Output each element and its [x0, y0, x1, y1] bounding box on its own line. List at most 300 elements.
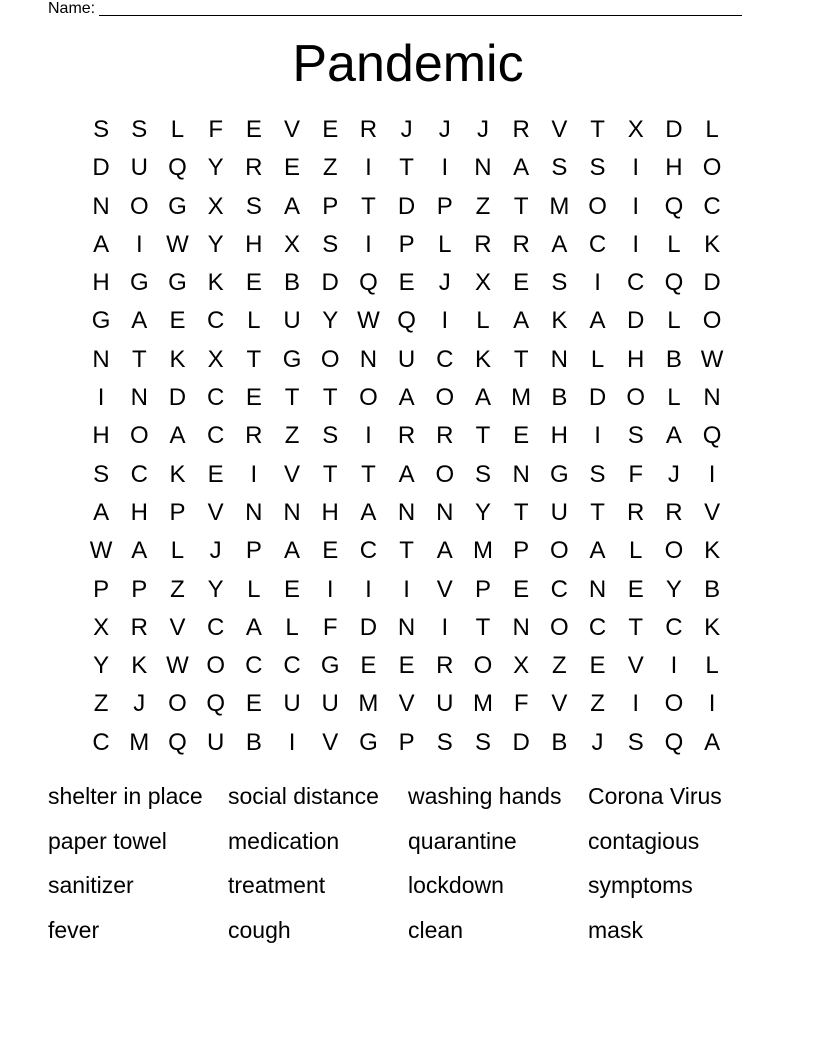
- grid-letter[interactable]: I: [326, 575, 334, 603]
- grid-letter[interactable]: O: [473, 652, 493, 680]
- grid-letter[interactable]: X: [207, 345, 224, 373]
- grid-letter[interactable]: I: [135, 230, 143, 258]
- grid-letter[interactable]: I: [708, 690, 716, 718]
- grid-letter[interactable]: H: [245, 230, 263, 258]
- word-list-item: paper towel: [48, 827, 167, 854]
- grid-letter[interactable]: C: [245, 652, 263, 680]
- grid-letter[interactable]: L: [247, 307, 261, 335]
- grid-letter[interactable]: T: [590, 116, 605, 143]
- grid-letter[interactable]: E: [589, 652, 606, 680]
- grid-letter[interactable]: A: [131, 307, 148, 335]
- grid-letter[interactable]: Y: [665, 575, 682, 603]
- grid-letter[interactable]: E: [322, 116, 339, 143]
- grid-letter[interactable]: V: [284, 460, 301, 488]
- grid-letter[interactable]: P: [474, 575, 491, 603]
- grid-letter[interactable]: L: [438, 230, 452, 258]
- grid-letter[interactable]: A: [169, 422, 186, 450]
- grid-letter[interactable]: L: [667, 230, 681, 258]
- name-label: Name:: [48, 0, 96, 17]
- grid-letter[interactable]: C: [359, 537, 378, 565]
- grid-letter[interactable]: R: [512, 116, 530, 143]
- grid-letter[interactable]: E: [245, 384, 262, 412]
- grid-letter[interactable]: A: [513, 307, 530, 335]
- grid-letter[interactable]: P: [398, 728, 415, 756]
- grid-letter[interactable]: B: [665, 345, 682, 373]
- grid-letter[interactable]: X: [284, 230, 301, 258]
- grid-letter[interactable]: S: [93, 460, 110, 488]
- grid-letter[interactable]: U: [397, 345, 416, 373]
- grid-letter[interactable]: B: [551, 728, 568, 756]
- grid-letter[interactable]: C: [130, 460, 148, 488]
- grid-letter[interactable]: S: [131, 116, 148, 143]
- grid-letter[interactable]: X: [513, 652, 530, 680]
- grid-letter[interactable]: O: [435, 384, 455, 412]
- grid-letter[interactable]: C: [206, 613, 225, 641]
- grid-letter[interactable]: P: [169, 498, 186, 526]
- grid-letter[interactable]: D: [359, 613, 378, 641]
- grid-letter[interactable]: G: [168, 269, 187, 297]
- grid-letter[interactable]: I: [441, 613, 449, 641]
- grid-letter[interactable]: S: [322, 422, 339, 450]
- grid-letter[interactable]: D: [397, 192, 416, 220]
- grid-letter[interactable]: C: [283, 652, 301, 680]
- grid-letter[interactable]: O: [702, 154, 722, 182]
- word-list-item: treatment: [228, 872, 326, 899]
- grid-letter[interactable]: E: [398, 652, 415, 680]
- grid-letter[interactable]: J: [438, 116, 451, 143]
- grid-letter[interactable]: S: [245, 192, 262, 220]
- name-blank-line[interactable]: [99, 0, 742, 16]
- grid-letter[interactable]: R: [512, 230, 530, 258]
- grid-letter[interactable]: A: [93, 230, 110, 258]
- grid-letter[interactable]: O: [129, 192, 149, 220]
- grid-letter[interactable]: T: [399, 537, 414, 565]
- grid-letter[interactable]: S: [551, 269, 568, 297]
- grid-letter[interactable]: A: [551, 230, 568, 258]
- grid-letter[interactable]: E: [207, 460, 224, 488]
- grid-letter[interactable]: S: [322, 230, 339, 258]
- grid-letter[interactable]: B: [551, 384, 568, 412]
- grid-letter[interactable]: R: [130, 613, 148, 641]
- grid-letter[interactable]: A: [93, 498, 110, 526]
- grid-letter[interactable]: K: [131, 652, 148, 680]
- grid-letter[interactable]: A: [360, 498, 377, 526]
- grid-letter[interactable]: V: [398, 690, 415, 718]
- grid-letter[interactable]: A: [284, 192, 301, 220]
- grid-letter[interactable]: T: [628, 613, 644, 641]
- grid-letter[interactable]: T: [590, 498, 605, 526]
- grid-letter[interactable]: I: [365, 422, 372, 450]
- grid-letter[interactable]: G: [168, 192, 187, 220]
- grid-letter[interactable]: N: [512, 613, 530, 641]
- grid-letter[interactable]: Y: [93, 652, 110, 680]
- grid-letter[interactable]: V: [207, 498, 224, 526]
- grid-letter[interactable]: O: [664, 690, 684, 718]
- grid-letter[interactable]: C: [206, 307, 225, 335]
- grid-letter[interactable]: R: [627, 498, 645, 526]
- grid-letter[interactable]: G: [359, 728, 378, 756]
- grid-letter[interactable]: K: [551, 307, 568, 335]
- grid-letter[interactable]: N: [588, 575, 607, 603]
- grid-letter[interactable]: R: [245, 422, 263, 450]
- grid-letter[interactable]: P: [398, 230, 415, 258]
- grid-letter[interactable]: L: [476, 307, 490, 335]
- grid-letter[interactable]: F: [513, 690, 529, 718]
- grid-letter[interactable]: H: [665, 154, 683, 182]
- grid-letter[interactable]: P: [436, 192, 453, 220]
- grid-letter[interactable]: T: [322, 384, 338, 412]
- grid-letter[interactable]: N: [474, 154, 492, 182]
- grid-letter[interactable]: E: [245, 269, 262, 297]
- grid-letter[interactable]: W: [89, 537, 113, 565]
- word-list: [48, 774, 768, 953]
- grid-letter[interactable]: N: [92, 192, 110, 220]
- grid-letter[interactable]: R: [397, 422, 416, 450]
- grid-letter[interactable]: I: [632, 690, 640, 718]
- grid-letter[interactable]: A: [398, 460, 415, 488]
- grid-letter[interactable]: O: [550, 613, 569, 641]
- grid-letter[interactable]: N: [436, 498, 454, 526]
- grid-letter[interactable]: R: [436, 652, 454, 680]
- grid-letter[interactable]: M: [549, 192, 570, 220]
- grid-letter[interactable]: K: [704, 613, 721, 641]
- grid-letter[interactable]: A: [131, 537, 148, 565]
- grid-letter[interactable]: F: [322, 613, 338, 641]
- grid-letter[interactable]: Q: [168, 728, 187, 756]
- grid-letter[interactable]: O: [206, 652, 225, 680]
- grid-letter[interactable]: Q: [359, 269, 378, 297]
- grid-letter[interactable]: C: [665, 613, 683, 641]
- grid-letter[interactable]: H: [321, 498, 339, 526]
- grid-letter[interactable]: Y: [322, 307, 339, 335]
- grid-letter[interactable]: E: [169, 307, 186, 335]
- grid-letter[interactable]: M: [129, 728, 150, 756]
- grid-letter[interactable]: D: [321, 269, 339, 297]
- grid-letter[interactable]: I: [441, 307, 449, 335]
- grid-letter[interactable]: R: [665, 498, 683, 526]
- grid-letter[interactable]: A: [665, 422, 682, 450]
- grid-letter[interactable]: A: [589, 537, 606, 565]
- grid-letter[interactable]: V: [551, 690, 568, 718]
- grid-letter[interactable]: A: [398, 384, 415, 412]
- grid-letter[interactable]: E: [322, 537, 339, 565]
- grid-letter[interactable]: V: [284, 116, 301, 143]
- grid-letter[interactable]: A: [589, 307, 606, 335]
- grid-letter[interactable]: I: [670, 652, 678, 680]
- grid-letter[interactable]: S: [551, 154, 568, 182]
- grid-letter[interactable]: N: [703, 384, 721, 412]
- grid-letter[interactable]: W: [166, 652, 189, 680]
- grid-letter[interactable]: K: [169, 345, 186, 373]
- grid-letter[interactable]: T: [399, 154, 414, 182]
- grid-letter[interactable]: T: [322, 460, 338, 488]
- grid-letter[interactable]: B: [245, 728, 262, 756]
- grid-letter[interactable]: V: [704, 498, 721, 526]
- grid-letter[interactable]: M: [472, 690, 493, 718]
- grid-letter[interactable]: U: [283, 307, 301, 335]
- grid-letter[interactable]: J: [209, 537, 222, 565]
- grid-letter[interactable]: U: [550, 498, 569, 526]
- grid-letter[interactable]: D: [627, 307, 645, 335]
- grid-letter[interactable]: Z: [170, 575, 185, 603]
- grid-letter[interactable]: V: [627, 652, 644, 680]
- grid-letter[interactable]: K: [704, 230, 721, 258]
- grid-letter[interactable]: T: [513, 345, 529, 373]
- grid-letter[interactable]: V: [169, 613, 186, 641]
- grid-letter[interactable]: M: [472, 537, 493, 565]
- grid-letter[interactable]: C: [206, 384, 225, 412]
- grid-letter[interactable]: E: [513, 575, 530, 603]
- grid-letter[interactable]: O: [702, 307, 722, 335]
- grid-letter[interactable]: Y: [207, 154, 224, 182]
- grid-letter[interactable]: Z: [590, 690, 605, 718]
- word-list-item: symptoms: [588, 872, 693, 899]
- grid-letter[interactable]: Q: [397, 307, 416, 335]
- grid-letter[interactable]: W: [166, 230, 189, 258]
- grid-letter[interactable]: K: [474, 345, 491, 373]
- grid-letter[interactable]: Z: [322, 154, 338, 182]
- grid-letter[interactable]: O: [626, 384, 646, 412]
- grid-letter[interactable]: X: [627, 116, 644, 143]
- grid-letter[interactable]: N: [92, 345, 110, 373]
- grid-letter[interactable]: T: [513, 498, 529, 526]
- grid-letter[interactable]: R: [359, 116, 378, 143]
- grid-letter[interactable]: R: [474, 230, 492, 258]
- grid-letter[interactable]: O: [588, 192, 607, 220]
- grid-letter[interactable]: Q: [664, 269, 684, 297]
- grid-letter[interactable]: T: [131, 345, 147, 373]
- grid-letter[interactable]: S: [627, 728, 644, 756]
- grid-letter[interactable]: I: [708, 460, 716, 488]
- grid-letter[interactable]: E: [245, 116, 262, 143]
- grid-letter[interactable]: Q: [664, 192, 684, 220]
- grid-letter[interactable]: I: [594, 422, 601, 450]
- grid-letter[interactable]: J: [476, 116, 489, 143]
- grid-letter[interactable]: T: [475, 613, 491, 641]
- grid-letter[interactable]: O: [320, 345, 340, 373]
- grid-letter[interactable]: O: [359, 384, 378, 412]
- grid-letter[interactable]: H: [92, 269, 110, 297]
- grid-letter[interactable]: V: [322, 728, 339, 756]
- grid-letter[interactable]: M: [358, 690, 379, 718]
- grid-letter[interactable]: P: [245, 537, 262, 565]
- grid-letter[interactable]: O: [168, 690, 187, 718]
- grid-letter[interactable]: C: [550, 575, 569, 603]
- grid-letter[interactable]: E: [360, 652, 377, 680]
- grid-letter[interactable]: T: [246, 345, 262, 373]
- grid-letter[interactable]: L: [667, 384, 681, 412]
- grid-letter[interactable]: S: [627, 422, 644, 450]
- grid-letter[interactable]: J: [591, 728, 604, 756]
- grid-letter[interactable]: C: [703, 192, 721, 220]
- word-list-item: clean: [408, 917, 463, 944]
- grid-letter[interactable]: J: [133, 690, 146, 718]
- grid-letter[interactable]: N: [130, 384, 148, 412]
- grid-letter[interactable]: H: [627, 345, 645, 373]
- grid-letter[interactable]: N: [512, 460, 530, 488]
- grid-letter[interactable]: T: [361, 192, 376, 220]
- grid-letter[interactable]: H: [130, 498, 148, 526]
- grid-letter[interactable]: T: [361, 460, 376, 488]
- grid-letter[interactable]: Z: [552, 652, 567, 680]
- grid-letter[interactable]: L: [590, 345, 605, 373]
- grid-letter[interactable]: I: [365, 575, 372, 603]
- grid-letter[interactable]: O: [664, 537, 684, 565]
- grid-letter[interactable]: C: [627, 269, 645, 297]
- grid-letter[interactable]: N: [550, 345, 569, 373]
- grid-letter[interactable]: P: [322, 192, 339, 220]
- grid-letter[interactable]: D: [512, 728, 530, 756]
- grid-letter[interactable]: P: [131, 575, 148, 603]
- grid-letter[interactable]: V: [551, 116, 568, 143]
- grid-letter[interactable]: I: [441, 154, 449, 182]
- grid-letter[interactable]: L: [247, 575, 261, 603]
- grid-letter[interactable]: C: [92, 728, 110, 756]
- grid-letter[interactable]: Q: [206, 690, 225, 718]
- grid-letter[interactable]: B: [704, 575, 721, 603]
- name-field[interactable]: [48, 0, 742, 18]
- grid-letter[interactable]: S: [436, 728, 453, 756]
- word-list-item: contagious: [588, 827, 700, 854]
- grid-letter[interactable]: W: [700, 345, 724, 373]
- grid-letter[interactable]: Q: [664, 728, 684, 756]
- grid-letter[interactable]: E: [513, 269, 530, 297]
- grid-letter[interactable]: T: [475, 422, 491, 450]
- grid-letter[interactable]: H: [550, 422, 569, 450]
- grid-letter[interactable]: I: [365, 230, 372, 258]
- grid-letter[interactable]: P: [513, 537, 530, 565]
- grid-letter[interactable]: L: [170, 537, 185, 565]
- grid-letter[interactable]: A: [284, 537, 301, 565]
- grid-letter[interactable]: I: [632, 154, 640, 182]
- grid-letter[interactable]: O: [435, 460, 455, 488]
- grid-letter[interactable]: L: [705, 652, 719, 680]
- grid-letter[interactable]: R: [436, 422, 454, 450]
- grid-letter[interactable]: U: [130, 154, 148, 182]
- grid-letter[interactable]: G: [282, 345, 302, 373]
- grid-letter[interactable]: O: [550, 537, 569, 565]
- grid-letter[interactable]: G: [91, 307, 111, 335]
- grid-letter[interactable]: U: [206, 728, 225, 756]
- grid-letter[interactable]: S: [589, 154, 606, 182]
- grid-letter[interactable]: N: [245, 498, 263, 526]
- grid-letter[interactable]: L: [629, 537, 643, 565]
- grid-letter[interactable]: C: [588, 230, 607, 258]
- grid-letter[interactable]: A: [513, 154, 530, 182]
- grid-letter[interactable]: X: [93, 613, 110, 641]
- grid-letter[interactable]: G: [320, 652, 340, 680]
- grid-letter[interactable]: X: [207, 192, 224, 220]
- grid-letter[interactable]: E: [398, 269, 415, 297]
- grid-letter[interactable]: O: [129, 422, 149, 450]
- grid-letter[interactable]: T: [284, 384, 300, 412]
- grid-letter[interactable]: K: [169, 460, 186, 488]
- grid-letter[interactable]: Y: [207, 575, 224, 603]
- grid-letter[interactable]: N: [397, 498, 416, 526]
- grid-letter[interactable]: Z: [475, 192, 491, 220]
- grid-letter[interactable]: J: [667, 460, 680, 488]
- grid-letter[interactable]: Z: [93, 690, 109, 718]
- grid-letter[interactable]: T: [513, 192, 529, 220]
- grid-letter[interactable]: E: [627, 575, 644, 603]
- grid-letter[interactable]: C: [436, 345, 454, 373]
- grid-letter[interactable]: W: [357, 307, 380, 335]
- grid-letter[interactable]: Y: [207, 230, 224, 258]
- grid-letter[interactable]: I: [632, 192, 640, 220]
- grid-letter[interactable]: L: [170, 116, 185, 143]
- grid-letter[interactable]: A: [245, 613, 262, 641]
- grid-letter[interactable]: S: [589, 460, 606, 488]
- grid-letter[interactable]: I: [97, 384, 105, 412]
- grid-letter[interactable]: D: [703, 269, 721, 297]
- grid-letter[interactable]: U: [436, 690, 454, 718]
- grid-letter[interactable]: Q: [702, 422, 722, 450]
- grid-letter[interactable]: G: [129, 269, 149, 297]
- grid-letter[interactable]: I: [632, 230, 640, 258]
- grid-letter[interactable]: D: [665, 116, 683, 143]
- grid-letter[interactable]: U: [283, 690, 301, 718]
- grid-letter[interactable]: A: [436, 537, 453, 565]
- grid-letter[interactable]: E: [513, 422, 530, 450]
- grid-letter[interactable]: C: [588, 613, 607, 641]
- grid-letter[interactable]: A: [704, 728, 721, 756]
- grid-letter[interactable]: I: [594, 269, 601, 297]
- grid-letter[interactable]: E: [245, 690, 262, 718]
- grid-letter[interactable]: F: [628, 460, 644, 488]
- grid-letter[interactable]: I: [250, 460, 258, 488]
- grid-letter[interactable]: L: [285, 613, 299, 641]
- grid-letter[interactable]: B: [284, 269, 301, 297]
- word-list-item: mask: [588, 917, 643, 944]
- grid-letter[interactable]: L: [667, 307, 681, 335]
- grid-letter[interactable]: K: [704, 537, 721, 565]
- grid-letter[interactable]: H: [92, 422, 110, 450]
- word-list-item: lockdown: [408, 872, 504, 899]
- grid-letter[interactable]: I: [288, 728, 296, 756]
- grid-letter[interactable]: J: [400, 116, 413, 143]
- grid-letter[interactable]: X: [474, 269, 491, 297]
- grid-letter[interactable]: D: [168, 384, 187, 412]
- grid-letter[interactable]: Z: [284, 422, 300, 450]
- grid-letter[interactable]: N: [397, 613, 416, 641]
- grid-letter[interactable]: V: [436, 575, 453, 603]
- grid-letter[interactable]: N: [283, 498, 301, 526]
- grid-letter[interactable]: M: [511, 384, 532, 412]
- grid-letter[interactable]: I: [365, 154, 372, 182]
- grid-letter[interactable]: J: [438, 269, 451, 297]
- grid-letter[interactable]: Y: [474, 498, 491, 526]
- grid-letter[interactable]: A: [474, 384, 491, 412]
- grid-letter[interactable]: I: [403, 575, 410, 603]
- grid-letter[interactable]: N: [359, 345, 378, 373]
- grid-letter[interactable]: S: [474, 728, 491, 756]
- grid-letter[interactable]: S: [474, 460, 491, 488]
- grid-letter[interactable]: E: [284, 575, 301, 603]
- grid-letter[interactable]: L: [705, 116, 719, 143]
- grid-letter[interactable]: E: [284, 154, 301, 182]
- grid-letter[interactable]: D: [588, 384, 607, 412]
- grid-letter[interactable]: F: [208, 116, 223, 143]
- grid-letter[interactable]: D: [92, 154, 110, 182]
- grid-letter[interactable]: P: [93, 575, 110, 603]
- grid-letter[interactable]: R: [245, 154, 263, 182]
- grid-letter[interactable]: U: [321, 690, 339, 718]
- grid-letter[interactable]: C: [206, 422, 225, 450]
- grid-letter[interactable]: G: [550, 460, 569, 488]
- grid-letter[interactable]: K: [207, 269, 224, 297]
- grid-letter[interactable]: Q: [168, 154, 187, 182]
- grid-letter[interactable]: S: [93, 116, 110, 143]
